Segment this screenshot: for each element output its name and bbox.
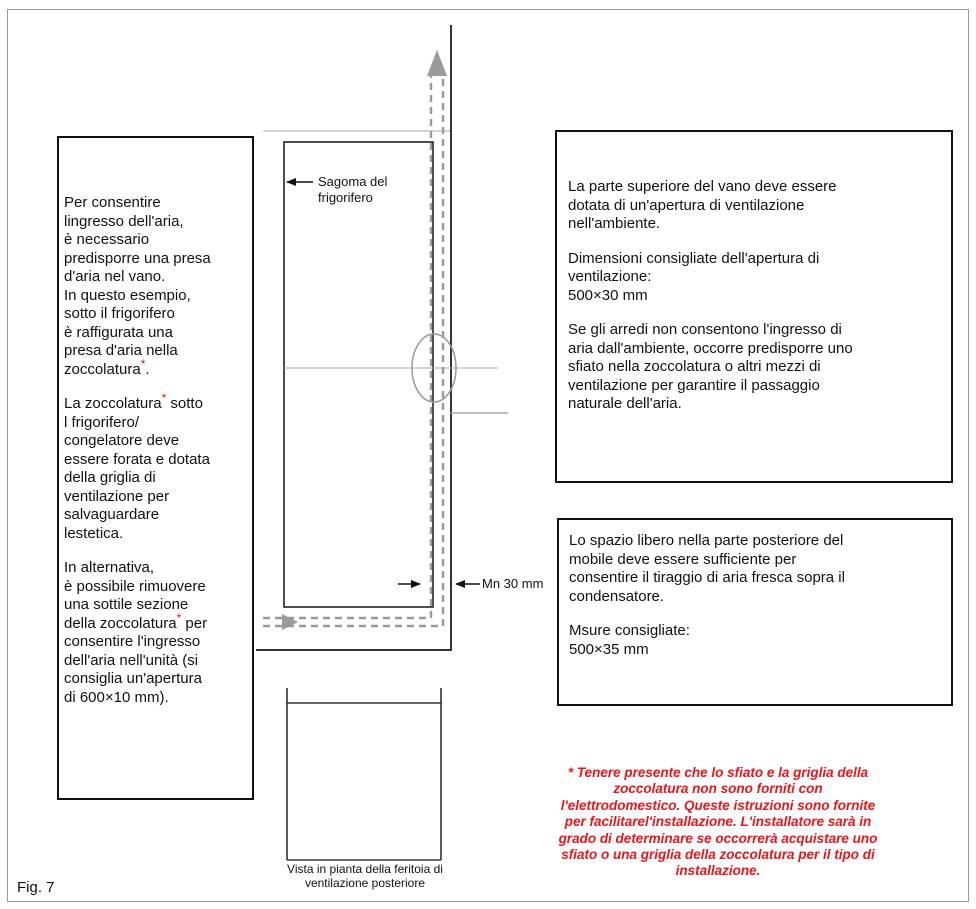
plan-view-caption: Vista in pianta della feritoia di ventilazione posteriore	[287, 862, 443, 890]
air-flow-arrow-in	[282, 614, 298, 630]
rear-clearance-dimensions: Msure consigliate: 500×35 mm	[569, 622, 690, 658]
min-gap-label: Mn 30 mm	[482, 576, 544, 591]
footnote-warning: * Tenere presente che lo sfiato e la griglia della zoccolatura non sono forniti con l'elettrodomestico. Queste istruzioni sono fornite per facilitarel'installazione. L'installatore sarà in grado di determinare se occorrerà acquistare uno sfiato o una griglia della zoccolatura per il tipo di installazione.	[558, 765, 878, 879]
top-vent-alternative: Se gli arredi non consentono l'ingresso di aria dall'ambiente, occorre predisporre uno sfiato nella zoccolatura o altri mezzi di ventilazione per garantire il passaggio naturale dell'aria.	[568, 321, 853, 412]
plan-view-vent	[287, 688, 441, 860]
left-info-paragraph-1: Per consentire lingresso dell'aria, è necessario predisporre una presa d'aria nel vano. In questo esempio, sotto il frigorifero è raffigurata una presa d'aria nella zoccolatura*.	[64, 194, 211, 378]
figure-label: Fig. 7	[17, 879, 55, 896]
left-info-box	[57, 136, 254, 800]
fridge-outline	[284, 142, 433, 607]
air-flow-arrow-up	[427, 50, 447, 76]
left-info-paragraph-3: In alternativa, è possibile rimuovere una sottile sezione della zoccolatura* per consentire l'ingresso dell'aria nell'unità (si consiglia un'apertura di 600×10 mm).	[64, 559, 208, 706]
bottom-right-info-box	[557, 518, 953, 706]
top-right-info-box	[555, 130, 953, 483]
top-vent-paragraph: La parte superiore del vano deve essere dotata di un'apertura di ventilazione nell'ambiente.	[568, 178, 837, 232]
top-vent-dimensions: Dimensioni consigliate dell'apertura di ventilazione: 500×30 mm	[568, 249, 820, 304]
left-info-paragraph-2: La zoccolatura* sotto l frigorifero/ congelatore deve essere forata e dotata della griglia di ventilazione per salvaguardare lestetica.	[64, 391, 210, 542]
rear-clearance-paragraph: Lo spazio libero nella parte posteriore del mobile deve essere sufficiente per consentire il tiraggio di aria fresca sopra il condensatore.	[569, 532, 845, 605]
fridge-outline-label: Sagoma del frigorifero	[318, 174, 388, 205]
